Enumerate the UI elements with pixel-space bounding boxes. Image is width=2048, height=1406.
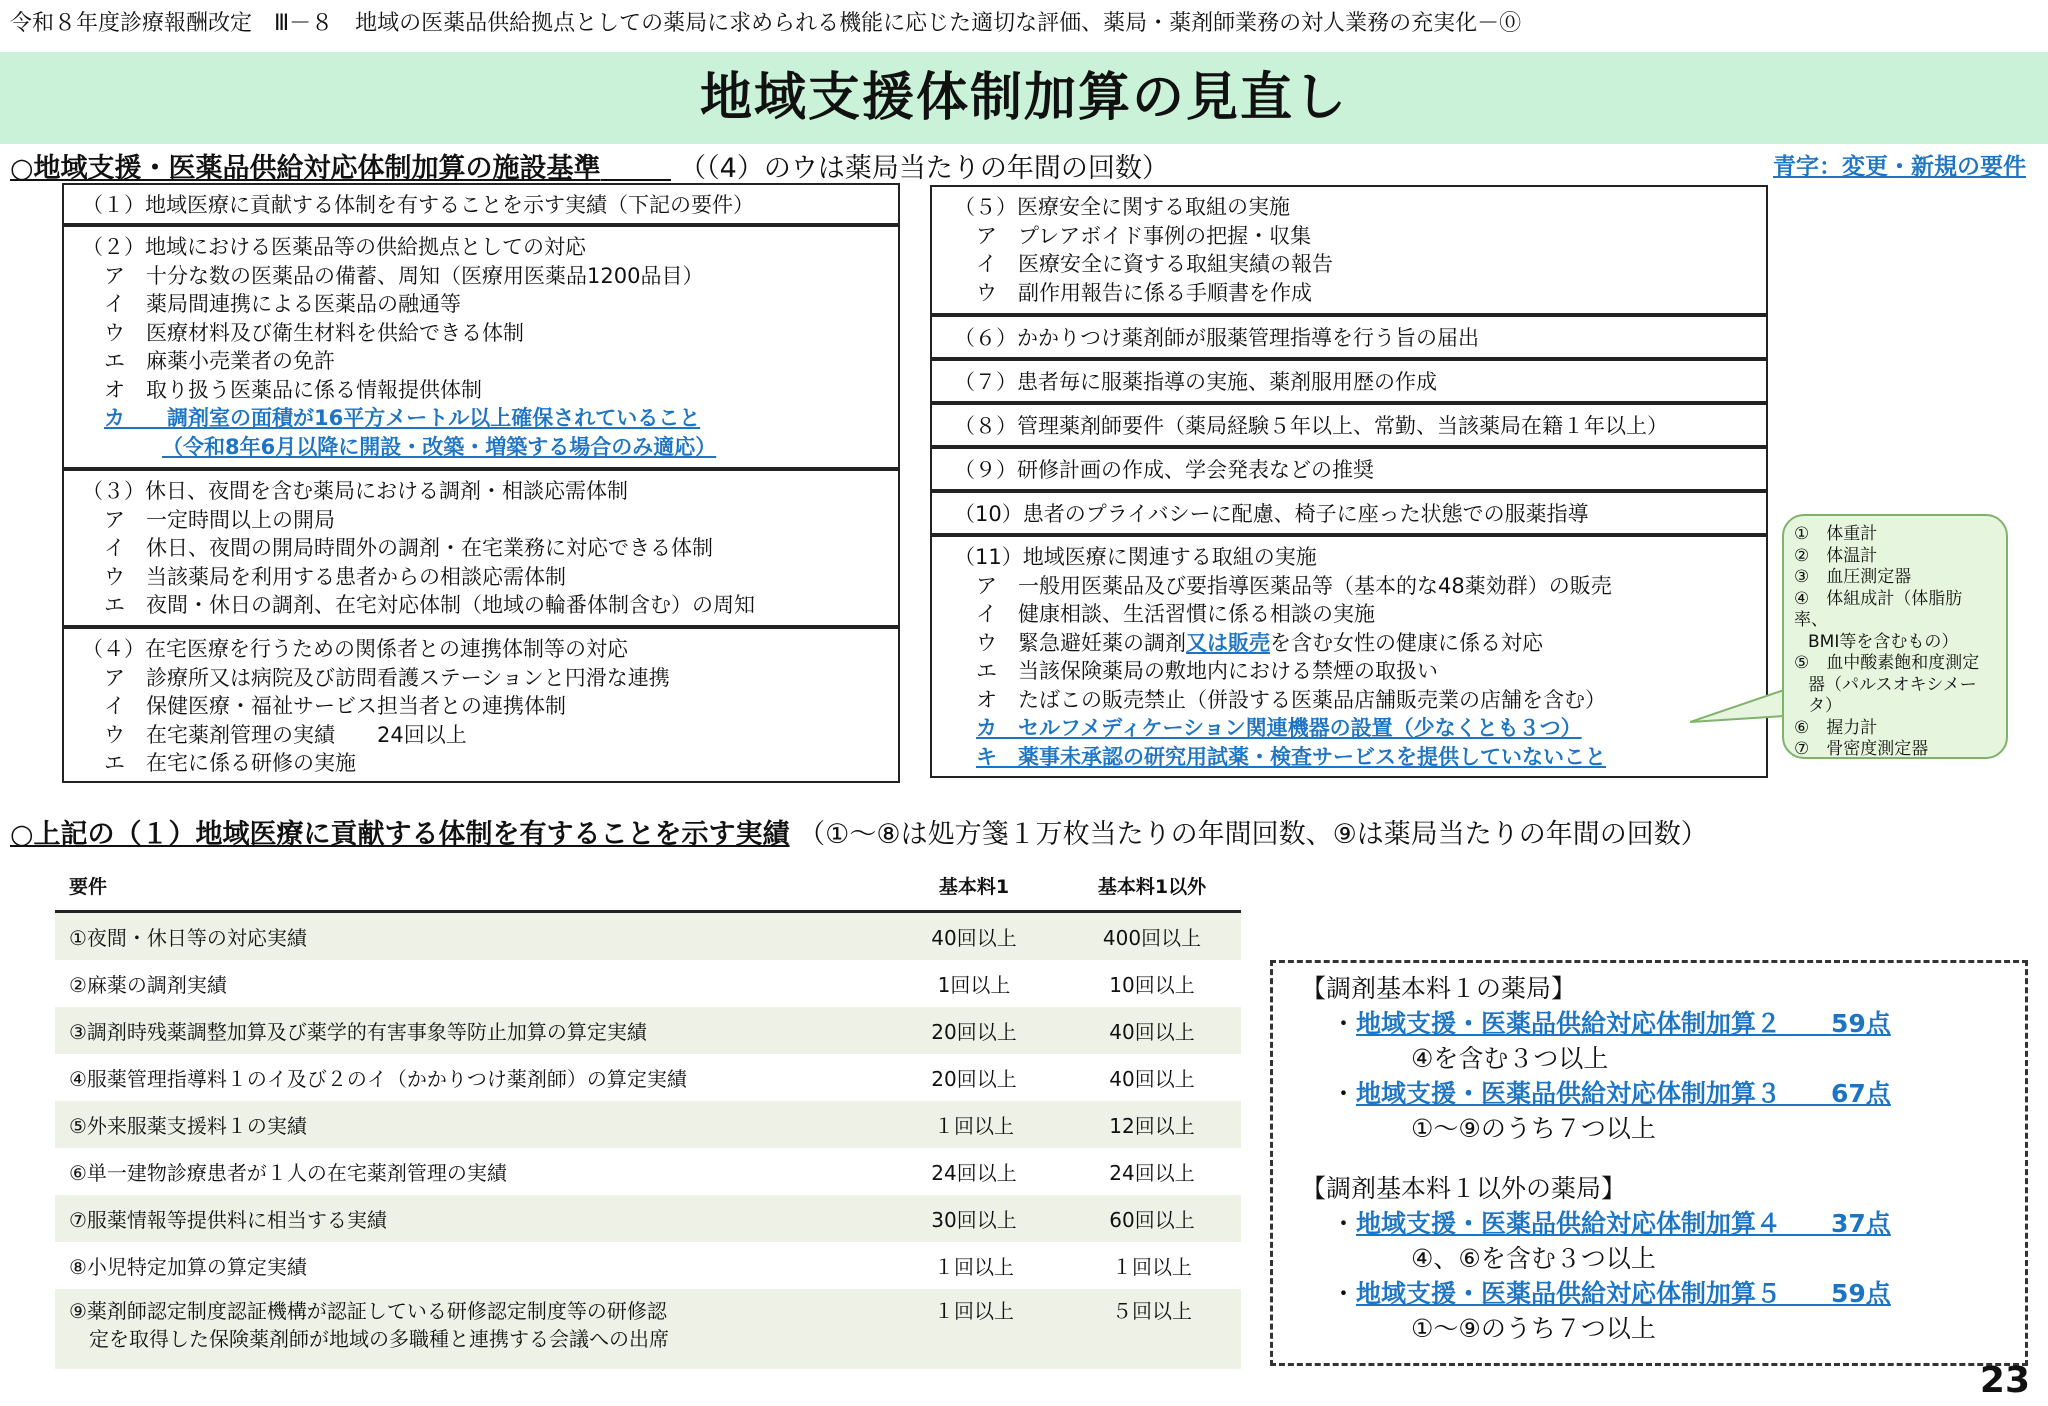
table-row xyxy=(55,1148,1241,1195)
page-number: 23 xyxy=(1979,1360,2030,1401)
table-header: 基本料1 xyxy=(885,860,1063,912)
device-item: ⑤ 血中酸素飽和度測定 xyxy=(1794,653,1980,673)
table-cell: ②麻薬の調剤実績 xyxy=(69,973,227,997)
table-header: 要件 xyxy=(55,860,885,912)
summary-item: 地域支援・医薬品供給対応体制加算４ 37点 xyxy=(1356,1209,1891,1238)
table-cell: ③調剤時残薬調整加算及び薬学的有害事象等防止加算の算定実績 xyxy=(55,1007,885,1054)
criteria-box-7 xyxy=(930,359,1768,403)
device-item: ⑦ 骨密度測定器 xyxy=(1794,739,1929,759)
criteria-4-item: ア 診療所又は病院及び訪問看護ステーションと円滑な連携 xyxy=(104,665,670,690)
underline-spacer xyxy=(601,159,671,181)
row9-line2: 定を取得した保険薬剤師が地域の多職種と連携する会議への出席 xyxy=(89,1327,669,1351)
table-row xyxy=(55,1101,1241,1148)
criteria-11-item: オ たばこの販売禁止（併設する医薬品店舗販売業の店舗を含む） xyxy=(976,687,1606,712)
criteria-11-item: イ 健康相談、生活習慣に係る相談の実施 xyxy=(976,602,1375,626)
criteria-8: （８）管理薬剤師要件（薬局経験５年以上、常勤、当該薬局在籍１年以上） xyxy=(954,414,1668,438)
criteria-2-item: オ 取り扱う医薬品に係る情報提供体制 xyxy=(104,377,482,402)
table-cell: 30回以上 xyxy=(885,1195,1063,1242)
device-item: 器（パルスオキシメータ） xyxy=(1808,674,1977,716)
table-cell: ④服薬管理指導料１のイ及び２のイ（かかりつけ薬剤師）の算定実績 xyxy=(69,1067,687,1091)
device-item: ⑥ 握力計 xyxy=(1794,717,1878,738)
device-list-bubble xyxy=(1782,514,2008,759)
table-header-row xyxy=(55,860,1241,912)
criteria-5-item: ウ 副作用報告に係る手順書を作成 xyxy=(976,280,1312,305)
table-cell: ⑥単一建物診療患者が１人の在宅薬剤管理の実績 xyxy=(69,1161,507,1185)
table-row xyxy=(55,1289,1241,1369)
table-cell: 400回以上 xyxy=(1063,912,1241,961)
table-cell: 40回以上 xyxy=(885,912,1063,961)
criteria-3-item: イ 休日、夜間の開局時間外の調剤・在宅業務に対応できる体制 xyxy=(104,536,713,560)
criteria-6: （６）かかりつけ薬剤師が服薬管理指導を行う旨の届出 xyxy=(954,326,1479,350)
criteria-2-ka-row xyxy=(82,404,888,433)
criteria-2-item: イ 薬局間連携による医薬品の融通等 xyxy=(104,292,461,316)
criteria-4-item: ウ 在宅薬剤管理の実績 24回以上 xyxy=(104,722,467,747)
summary-box xyxy=(1270,960,2028,1366)
table-cell: ⑦服薬情報等提供料に相当する実績 xyxy=(55,1195,885,1242)
table-cell: １回以上 xyxy=(885,1289,1063,1369)
summary-item: 地域支援・医薬品供給対応体制加算２ 59点 xyxy=(1356,1009,1891,1038)
table-cell: 12回以上 xyxy=(1063,1101,1241,1148)
table-header: 基本料1以外 xyxy=(1063,860,1241,912)
section1-lead: ○地域支援・医薬品供給対応体制加算の施設基準 xyxy=(10,153,601,184)
criteria-11-item-u xyxy=(954,629,1756,658)
summary-gap xyxy=(1301,1146,2025,1171)
criteria-2-ka-note: （令和8年6月以降に開設・改築・増築する場合のみ適応） xyxy=(162,434,717,459)
device-item: BMI等を含むもの） xyxy=(1808,631,1959,652)
criteria-11-item: エ 当該保険薬局の敷地内における禁煙の取扱い xyxy=(976,659,1438,683)
criteria-box-3 xyxy=(62,469,900,627)
criteria-3-item: ア 一定時間以上の開局 xyxy=(104,507,335,532)
criteria-11-ka: カ セルフメディケーション関連機器の設置（少なくとも３つ） xyxy=(976,716,1582,740)
criteria-3-item: エ 夜間・休日の調剤、在宅対応体制（地域の輪番体制含む）の周知 xyxy=(104,593,755,617)
table-cell: 60回以上 xyxy=(1063,1195,1241,1242)
criteria-4-title: （４）在宅医療を行うための関係者との連携体制等の対応 xyxy=(82,637,628,661)
criteria-10: （10）患者のプライバシーに配慮、椅子に座った状態での服薬指導 xyxy=(954,502,1589,526)
device-item: ④ 体組成計（体脂肪率、 xyxy=(1794,588,1963,630)
table-cell: １回以上 xyxy=(885,1101,1063,1148)
criteria-box-4 xyxy=(62,627,900,783)
criteria-box-11 xyxy=(930,535,1768,778)
criteria-4-item: イ 保健医療・福祉サービス担当者との連携体制 xyxy=(104,694,566,718)
criteria-11-u-blue: 又は販売 xyxy=(1186,630,1270,655)
criteria-box-1 xyxy=(62,183,900,225)
summary-item-row: ・地域支援・医薬品供給対応体制加算３ 67点 xyxy=(1331,1079,1891,1108)
table-cell: 24回以上 xyxy=(1109,1161,1195,1185)
section1-heading xyxy=(10,146,1169,185)
summary-group-1: 【調剤基本料１の薬局】 xyxy=(1301,974,1577,1003)
table-row xyxy=(55,1007,1241,1054)
table-cell: １回以上 xyxy=(1112,1255,1192,1279)
table-cell: 20回以上 xyxy=(885,1007,1063,1054)
table-cell: ⑧小児特定加算の算定実績 xyxy=(69,1255,307,1279)
criteria-2-title: （２）地域における医薬品等の供給拠点としての対応 xyxy=(82,235,586,259)
table-cell: １回以上 xyxy=(934,1255,1014,1279)
section2-note: （①～⑧は処方箋１万枚当たりの年間回数、⑨は薬局当たりの年間の回数） xyxy=(798,819,1708,850)
table-cell: ⑤外来服薬支援料１の実績 xyxy=(55,1101,885,1148)
criteria-1: （１）地域医療に貢献する体制を有することを示す実績（下記の要件） xyxy=(82,193,754,217)
table-cell: ①夜間・休日等の対応実績 xyxy=(55,912,885,961)
criteria-box-8 xyxy=(930,403,1768,447)
section2-lead: ○上記の（１）地域医療に貢献する体制を有することを示す実績 xyxy=(10,819,790,850)
criteria-11-u-pre: ウ 緊急避妊薬の調剤 xyxy=(976,630,1186,655)
criteria-2-item: エ 麻薬小売業者の免許 xyxy=(104,349,335,373)
criteria-9: （９）研修計画の作成、学会発表などの推奨 xyxy=(954,458,1374,482)
criteria-2-item: ア 十分な数の医薬品の備蓄、周知（医療用医薬品1200品目） xyxy=(104,263,704,288)
criteria-box-9 xyxy=(930,447,1768,491)
header-line: 令和８年度診療報酬改定 Ⅲ－８ 地域の医薬品供給拠点としての薬局に求められる機能に応じた適切な評価、薬局・薬剤師業務の対人業務の充実化－⓪ xyxy=(10,11,1522,36)
criteria-box-5 xyxy=(930,185,1768,315)
criteria-4-item: エ 在宅に係る研修の実施 xyxy=(104,751,356,775)
summary-sub: ④を含む３つ以上 xyxy=(1411,1044,1609,1073)
summary-sub: ④、⑥を含む３つ以上 xyxy=(1411,1244,1656,1273)
criteria-2-item: ウ 医療材料及び衛生材料を供給できる体制 xyxy=(104,320,524,345)
criteria-2-ka-note-row xyxy=(82,433,888,462)
criteria-3-item: ウ 当該薬局を利用する患者からの相談応需体制 xyxy=(104,564,566,589)
table-cell: 24回以上 xyxy=(931,1161,1017,1185)
summary-item: 地域支援・医薬品供給対応体制加算３ 67点 xyxy=(1356,1079,1891,1108)
table-row xyxy=(55,1195,1241,1242)
table-cell: 40回以上 xyxy=(1063,1007,1241,1054)
device-item: ① 体重計 xyxy=(1794,524,1878,544)
table-cell: ５回以上 xyxy=(1063,1289,1241,1369)
row9-line1: ⑨薬剤師認定制度認証機構が認証している研修認定制度等の研修認 xyxy=(69,1299,667,1323)
criteria-5-title: （５）医療安全に関する取組の実施 xyxy=(954,195,1290,219)
criteria-7: （７）患者毎に服薬指導の実施、薬剤服用歴の作成 xyxy=(954,370,1437,394)
bubble-tail xyxy=(1690,690,1790,730)
criteria-11-item: ア 一般用医薬品及び要指導医薬品等（基本的な48薬効群）の販売 xyxy=(976,573,1612,598)
table-cell: 10回以上 xyxy=(1109,973,1195,997)
device-item: ③ 血圧測定器 xyxy=(1794,567,1912,587)
page-title: 地域支援体制加算の見直し xyxy=(699,68,1348,128)
summary-item-row: ・地域支援・医薬品供給対応体制加算４ 37点 xyxy=(1331,1209,1891,1238)
summary-sub: ①～⑨のうち７つ以上 xyxy=(1411,1314,1656,1343)
criteria-box-2 xyxy=(62,225,900,469)
criteria-2-ka: カ 調剤室の面積が16平方メートル以上確保されていること xyxy=(104,406,701,430)
table-row xyxy=(55,960,1241,1007)
criteria-11-title: （11）地域医療に関連する取組の実施 xyxy=(954,545,1317,569)
table-row xyxy=(55,912,1241,961)
summary-item: 地域支援・医薬品供給対応体制加算５ 59点 xyxy=(1356,1279,1891,1308)
criteria-11-ki: キ 薬事未承認の研究用試薬・検査サービスを提供していないこと xyxy=(976,744,1606,769)
legend-blue: 青字：変更・新規の要件 xyxy=(1773,154,2026,180)
criteria-box-6 xyxy=(930,315,1768,359)
criteria-5-item: ア プレアボイド事例の把握・収集 xyxy=(976,223,1312,248)
table-cell: 40回以上 xyxy=(1109,1067,1195,1091)
summary-item-row: ・地域支援・医薬品供給対応体制加算２ 59点 xyxy=(1331,1009,1891,1038)
criteria-box-10 xyxy=(930,491,1768,535)
device-item: ② 体温計 xyxy=(1794,545,1878,566)
table-cell: 1回以上 xyxy=(937,973,1011,997)
summary-group-2: 【調剤基本料１以外の薬局】 xyxy=(1301,1174,1627,1203)
summary-sub: ①～⑨のうち７つ以上 xyxy=(1411,1114,1656,1143)
requirements-table xyxy=(55,860,1241,1369)
section1-note: （（4）のウは薬局当たりの年間の回数） xyxy=(679,153,1169,184)
criteria-11-u-post: を含む女性の健康に係る対応 xyxy=(1270,630,1543,655)
table-row xyxy=(55,1242,1241,1289)
table-row xyxy=(55,1054,1241,1101)
section2-heading xyxy=(10,812,1708,851)
table-cell: 20回以上 xyxy=(931,1067,1017,1091)
criteria-5-item: イ 医療安全に資する取組実績の報告 xyxy=(976,252,1333,276)
table-cell xyxy=(55,1289,885,1369)
summary-item-row: ・地域支援・医薬品供給対応体制加算５ 59点 xyxy=(1331,1279,1891,1308)
criteria-3-title: （３）休日、夜間を含む薬局における調剤・相談応需体制 xyxy=(82,479,628,503)
